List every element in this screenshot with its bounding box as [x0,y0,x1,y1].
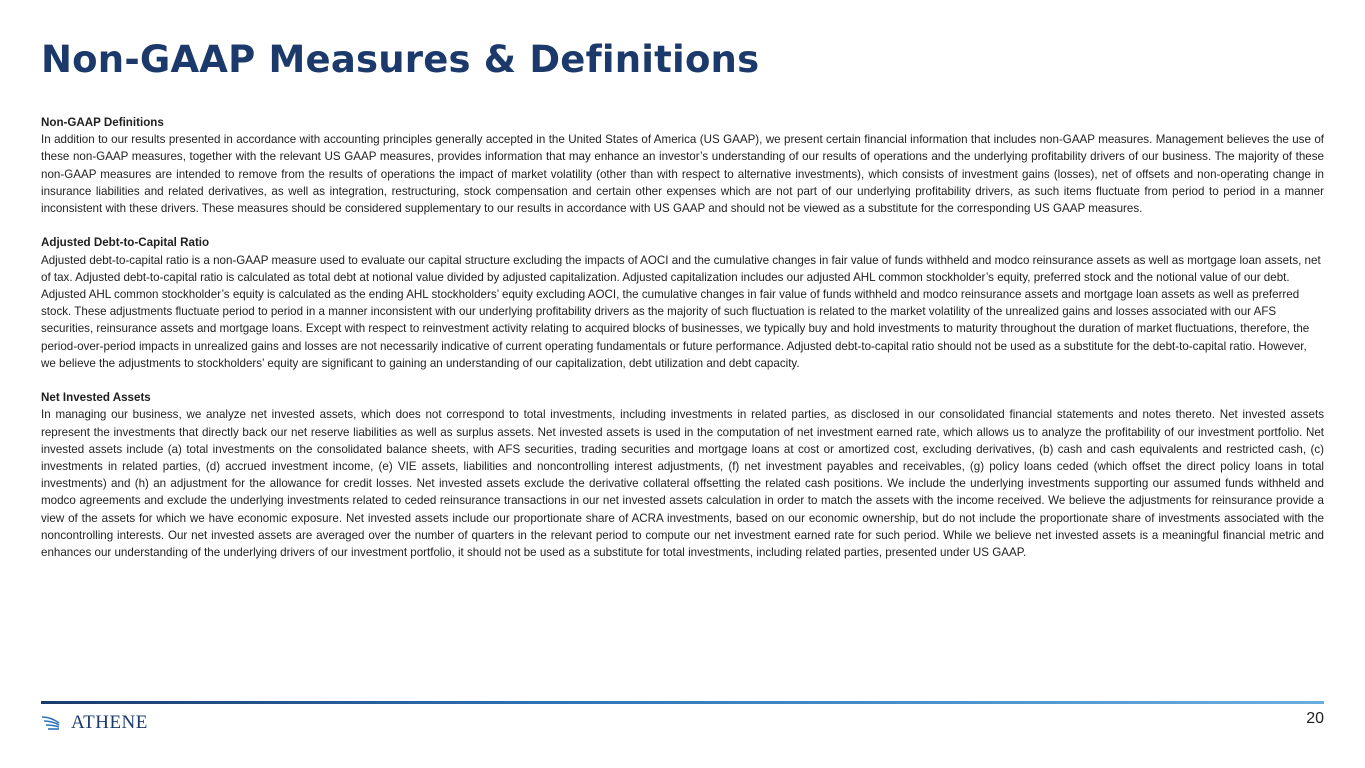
section-body: Adjusted debt-to-capital ratio is a non-GAAP measure used to evaluate our capital structure excluding the impacts of AOCI and the cumulative changes in fair value of funds withheld and modco reinsurance assets as well as mortgage loan assets, net of tax. Adjusted debt-to-capital ratio is calculated as total debt at notional value divided by adjusted capitalization. Adjusted capitalization includes our adjusted AHL common stockholder’s equity, preferred stock and the notional value of our debt. Adjusted AHL common stockholder’s equity is calculated as the ending AHL stockholders’ equity excluding AOCI, the cumulative changes in fair value of funds withheld and modco reinsurance assets and mortgage loan assets as well as preferred stock. These adjustments fluctuate period to period in a manner inconsistent with our underlying profitability drivers as the majority of such fluctuation is related to the market volatility of the unrealized gains and losses associated with our AFS securities, reinsurance assets and mortgage loans. Except with respect to reinvestment activity relating to acquired blocks of businesses, we typically buy and hold investments to maturity throughout the duration of market fluctuations, therefore, the period-over-period impacts in unrealized gains and losses are not necessarily indicative of current operating fundamentals or future performance. Adjusted debt-to-capital ratio should not be used as a substitute for the debt-to-capital ratio. However, we believe the adjustments to stockholders’ equity are significant to gaining an understanding of our capitalization, debt utilization and debt capacity. [41,253,1321,370]
section-heading: Net Invested Assets [41,391,151,405]
footer-divider [41,701,1324,704]
section-non-gaap-definitions [41,114,1324,217]
athene-wing-icon [41,714,69,732]
section-heading: Non-GAAP Definitions [41,116,164,129]
section-body: In addition to our results presented in accordance with accounting principles generally accepted in the United States of America (US GAAP), we present certain financial information that includes non-GAAP measures. Management believes the use of these non-GAAP measures, together with the relevant US GAAP measures, provides information that may enhance an investor’s understanding of our results of operations and the underlying profitability drivers of our business. The majority of these non-GAAP measures are intended to remove from the results of operations the impact of market volatility (other than with respect to alternative investments), which consists of investment gains (losses), net of offsets and non-operating change in insurance liabilities and related derivatives, as well as integration, restructuring, stock compensation and certain other expenses which are not part of our underlying profitability drivers, as such items fluctuate from period to period in a manner inconsistent with these drivers. These measures should be considered supplementary to our results in accordance with US GAAP and should not be viewed as a substitute for the corresponding US GAAP measures. [41,133,1324,216]
athene-logo [41,712,148,734]
section-adjusted-debt-to-capital [41,234,1324,372]
section-heading: Adjusted Debt-to-Capital Ratio [41,236,210,250]
section-body: In managing our business, we analyze net invested assets, which does not correspond to total investments, including investments in related parties, as disclosed in our consolidated financial statements and notes thereto. Net invested assets represent the investments that directly back our net reserve liabilities as well as surplus assets. Net invested assets is used in the computation of net investment earned rate, which allows us to analyze the profitability of our investment portfolio. Net invested assets include (a) total investments on the consolidated balance sheets, with AFS securities, trading securities and mortgage loans at cost or amortized cost, excluding derivatives, (b) cash and cash equivalents and restricted cash, (c) investments in related parties, (d) accrued investment income, (e) VIE assets, liabilities and noncontrolling interest adjustments, (f) net investment payables and receivables, (g) policy loans ceded (which offset the direct policy loans in total investments) and (h) an adjustment for the allowance for credit losses. Net invested assets exclude the derivative collateral offsetting the related cash positions. We include the underlying investments supporting our assumed funds withheld and modco agreements and exclude the underlying investments related to ceded reinsurance transactions in our net invested assets calculation in order to match the assets with the income received. We believe the adjustments for reinsurance provide a view of the assets for which we have economic exposure. Net invested assets include our proportionate share of ACRA investments, based on our economic ownership, but do not include the proportionate share of investments associated with the noncontrolling interests. Our net invested assets are averaged over the number of quarters in the relevant period to compute our net investment earned rate for such period. While we believe net invested assets is a meaningful financial metric and enhances our understanding of the underlying drivers of our investment portfolio, it should not be used as a substitute for total investments, including related parties, presented under US GAAP. [41,408,1324,560]
page-title: Non-GAAP Measures & Definitions [41,38,760,81]
definitions-content [41,114,1324,578]
section-net-invested-assets [41,389,1324,561]
logo-text: ATHENE [71,712,148,733]
page-number: 20 [1306,710,1324,727]
